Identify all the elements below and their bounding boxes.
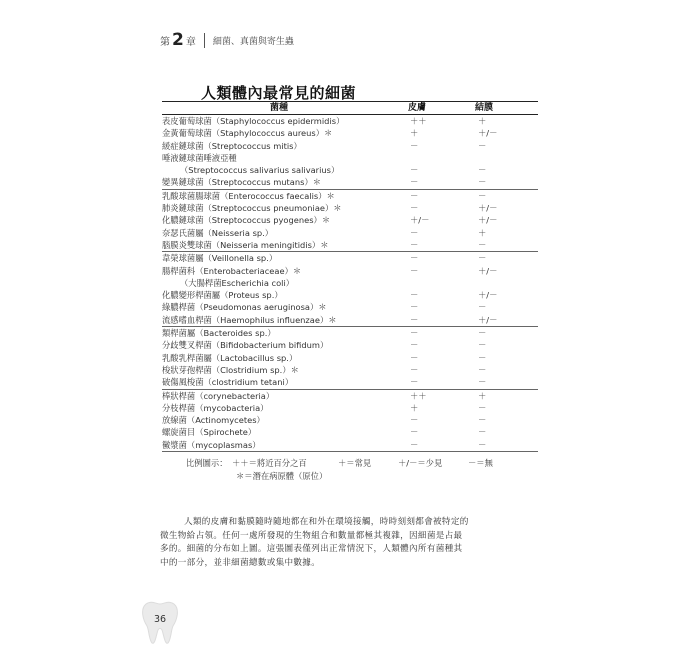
table-row <box>162 390 538 402</box>
conjunctiva-cell: ＋ <box>478 390 487 401</box>
legend-note: ＊＝潛在病原體（原位） <box>236 471 328 481</box>
conjunctiva-cell: － <box>478 239 487 250</box>
species-cell: 韋榮球菌屬（Veillonella sp.） <box>162 253 278 264</box>
table-row <box>162 214 538 226</box>
skin-cell: － <box>410 253 419 264</box>
conjunctiva-cell: － <box>478 177 487 188</box>
table-row <box>162 339 538 351</box>
skin-cell: － <box>410 177 419 188</box>
skin-cell: － <box>410 302 419 313</box>
header-divider <box>204 33 205 48</box>
table-row <box>162 364 538 376</box>
table-row <box>162 164 538 176</box>
chapter-number: 2 <box>172 30 184 50</box>
skin-cell: － <box>410 165 419 176</box>
conjunctiva-cell: － <box>478 302 487 313</box>
skin-cell: － <box>410 190 419 201</box>
table-row <box>162 265 538 277</box>
species-cell: 分歧雙叉桿菌（Bifidobacterium bifidum） <box>162 340 329 351</box>
conjunctiva-cell: － <box>478 328 487 339</box>
species-cell: 化膿鏈球菌（Streptococcus pyogenes）＊ <box>162 215 331 226</box>
table-row <box>162 252 538 264</box>
conjunctiva-cell: － <box>478 364 487 375</box>
conjunctiva-cell: － <box>478 439 487 450</box>
table-row <box>162 115 538 127</box>
paragraph-line: 微生物給占領。任何一處所發現的生物組合和數量都極其複雜，因細菌是占最 <box>160 530 463 541</box>
paragraph-line: 中的一部分，並非細菌總數或集中數據。 <box>160 557 321 568</box>
table-row <box>162 140 538 152</box>
column-header-skin: 皮膚 <box>408 103 427 113</box>
species-cell: 表皮葡萄球菌（Staphylococcus epidermidis） <box>162 116 345 126</box>
table-row <box>162 202 538 214</box>
species-cell: （Streptococcus salivarius salivarius） <box>180 165 340 176</box>
skin-cell: － <box>410 340 419 351</box>
species-cell: 腸桿菌科（Enterobacteriaceae）＊ <box>162 265 302 276</box>
conjunctiva-cell: ＋/－ <box>478 203 498 214</box>
skin-cell: ＋＋ <box>410 116 427 126</box>
table-row <box>162 301 538 313</box>
row-group <box>162 390 538 452</box>
species-cell: 緩症鏈球菌（Streptococcus mitis） <box>162 140 302 151</box>
table-row <box>162 127 538 139</box>
species-cell: 唾液鏈球菌唾液亞種 <box>162 152 237 163</box>
species-cell: 棒狀桿菌（corynebacteria） <box>162 390 275 401</box>
table-row <box>162 426 538 438</box>
table-row <box>162 439 538 451</box>
species-cell: 螺旋菌目（Spirochete） <box>162 427 257 438</box>
legend-item: －＝無 <box>468 458 493 468</box>
conjunctiva-cell: ＋/－ <box>478 314 498 325</box>
species-cell: 分枝桿菌（mycobacteria） <box>162 402 269 413</box>
species-cell: 類桿菌屬（Bacteroides sp.） <box>162 328 276 339</box>
conjunctiva-cell: － <box>478 253 487 264</box>
column-header-conjunctiva: 結膜 <box>475 103 494 113</box>
species-cell: 肺炎鏈球菌（Streptococcus pneumoniae）＊ <box>162 203 342 214</box>
conjunctiva-cell: － <box>478 140 487 151</box>
table-row <box>162 327 538 339</box>
skin-cell: － <box>410 290 419 301</box>
table-row <box>162 190 538 202</box>
legend-item: ＋＝常見 <box>338 458 372 468</box>
table-row <box>162 289 538 301</box>
species-cell: 綠膿桿菌（Pseudomonas aeruginosa）＊ <box>162 302 327 313</box>
body-paragraph <box>160 516 538 570</box>
species-cell: 乳酸乳桿菌屬（Lactobacillus sp.） <box>162 352 298 363</box>
species-cell: 變異鏈球菌（Streptococcus mutans）＊ <box>162 177 322 188</box>
conjunctiva-cell: － <box>478 165 487 176</box>
skin-cell: － <box>410 352 419 363</box>
table-row <box>162 152 538 164</box>
skin-cell: － <box>410 377 419 388</box>
chapter-title: 細菌、真菌與寄生蟲 <box>212 36 294 47</box>
species-cell: （大腸桿菌Escherichia coli） <box>180 277 295 288</box>
conjunctiva-cell: ＋ <box>478 116 487 126</box>
legend-prefix: 比例圖示： <box>186 458 228 468</box>
conjunctiva-cell: － <box>478 352 487 363</box>
conjunctiva-cell: ＋ <box>478 227 487 238</box>
conjunctiva-cell: － <box>478 402 487 413</box>
chapter-suffix: 章 <box>185 36 196 48</box>
paragraph-line: 多的。細菌的分布如上圖。這張圖表僅列出正常情況下，人類體內所有菌種其 <box>160 544 463 554</box>
conjunctiva-cell: ＋/－ <box>478 265 498 276</box>
conjunctiva-cell: － <box>478 427 487 438</box>
table-row <box>162 239 538 251</box>
table-row <box>162 176 538 188</box>
chapter-header <box>160 30 294 50</box>
row-group <box>162 252 538 327</box>
conjunctiva-cell: ＋/－ <box>478 215 498 226</box>
table-title: 人類體內最常見的細菌 <box>201 84 357 102</box>
legend-item: ＋＋＝將近百分之百 <box>232 458 307 468</box>
skin-cell: ＋/－ <box>410 215 430 226</box>
skin-cell: － <box>410 439 419 450</box>
chapter-prefix: 第 <box>160 36 170 48</box>
table-row <box>162 402 538 414</box>
table-body <box>162 115 538 452</box>
species-cell: 破傷風梭菌（clostridium tetani） <box>162 377 294 388</box>
page-number: 36 <box>154 614 167 625</box>
species-cell: 黴漿菌（mycoplasmas） <box>162 439 261 450</box>
species-cell: 腦膜炎雙球菌（Neisseria meningitidis）＊ <box>162 239 329 250</box>
legend-item: ＋/－＝少見 <box>398 458 443 468</box>
skin-cell: ＋ <box>410 402 419 413</box>
table-header <box>162 101 538 115</box>
paragraph-line: 人類的皮膚和黏膜隨時隨地都在和外在環境接觸，時時刻刻都會被特定的 <box>184 517 469 527</box>
table-row <box>162 277 538 289</box>
species-cell: 乳酸球菌腸球菌（Enterococcus faecalis）＊ <box>162 190 335 201</box>
skin-cell: － <box>410 239 419 250</box>
column-header-species: 菌種 <box>270 103 289 113</box>
skin-cell: － <box>410 314 419 325</box>
row-group <box>162 327 538 389</box>
conjunctiva-cell: － <box>478 415 487 426</box>
species-cell: 金黃葡萄球菌（Staphylococcus aureus）＊ <box>162 128 333 139</box>
row-group <box>162 115 538 190</box>
table-row <box>162 227 538 239</box>
conjunctiva-cell: － <box>478 377 487 388</box>
table-row <box>162 352 538 364</box>
conjunctiva-cell: ＋/－ <box>478 128 498 139</box>
skin-cell: － <box>410 227 419 238</box>
skin-cell: － <box>410 140 419 151</box>
table-row <box>162 314 538 326</box>
species-cell: 奈瑟氏菌屬（Neisseria sp.） <box>162 227 274 238</box>
table-row <box>162 376 538 388</box>
skin-cell: － <box>410 328 419 339</box>
conjunctiva-cell: ＋/－ <box>478 290 498 301</box>
bacteria-table <box>162 101 538 452</box>
species-cell: 化膿變形桿菌屬（Proteus sp.） <box>162 290 283 301</box>
conjunctiva-cell: － <box>478 340 487 351</box>
skin-cell: － <box>410 265 419 276</box>
row-group <box>162 190 538 252</box>
skin-cell: － <box>410 415 419 426</box>
skin-cell: ＋＋ <box>410 390 427 401</box>
species-cell: 放線菌（Actinomycetes） <box>162 415 265 426</box>
skin-cell: － <box>410 427 419 438</box>
table-row <box>162 414 538 426</box>
skin-cell: ＋ <box>410 128 419 139</box>
species-cell: 流感嗜血桿菌（Haemophilus influenzae）＊ <box>162 314 337 325</box>
skin-cell: － <box>410 203 419 214</box>
skin-cell: － <box>410 364 419 375</box>
conjunctiva-cell: － <box>478 190 487 201</box>
species-cell: 梭狀芽孢桿菌（Clostridium sp.）＊ <box>162 364 299 375</box>
